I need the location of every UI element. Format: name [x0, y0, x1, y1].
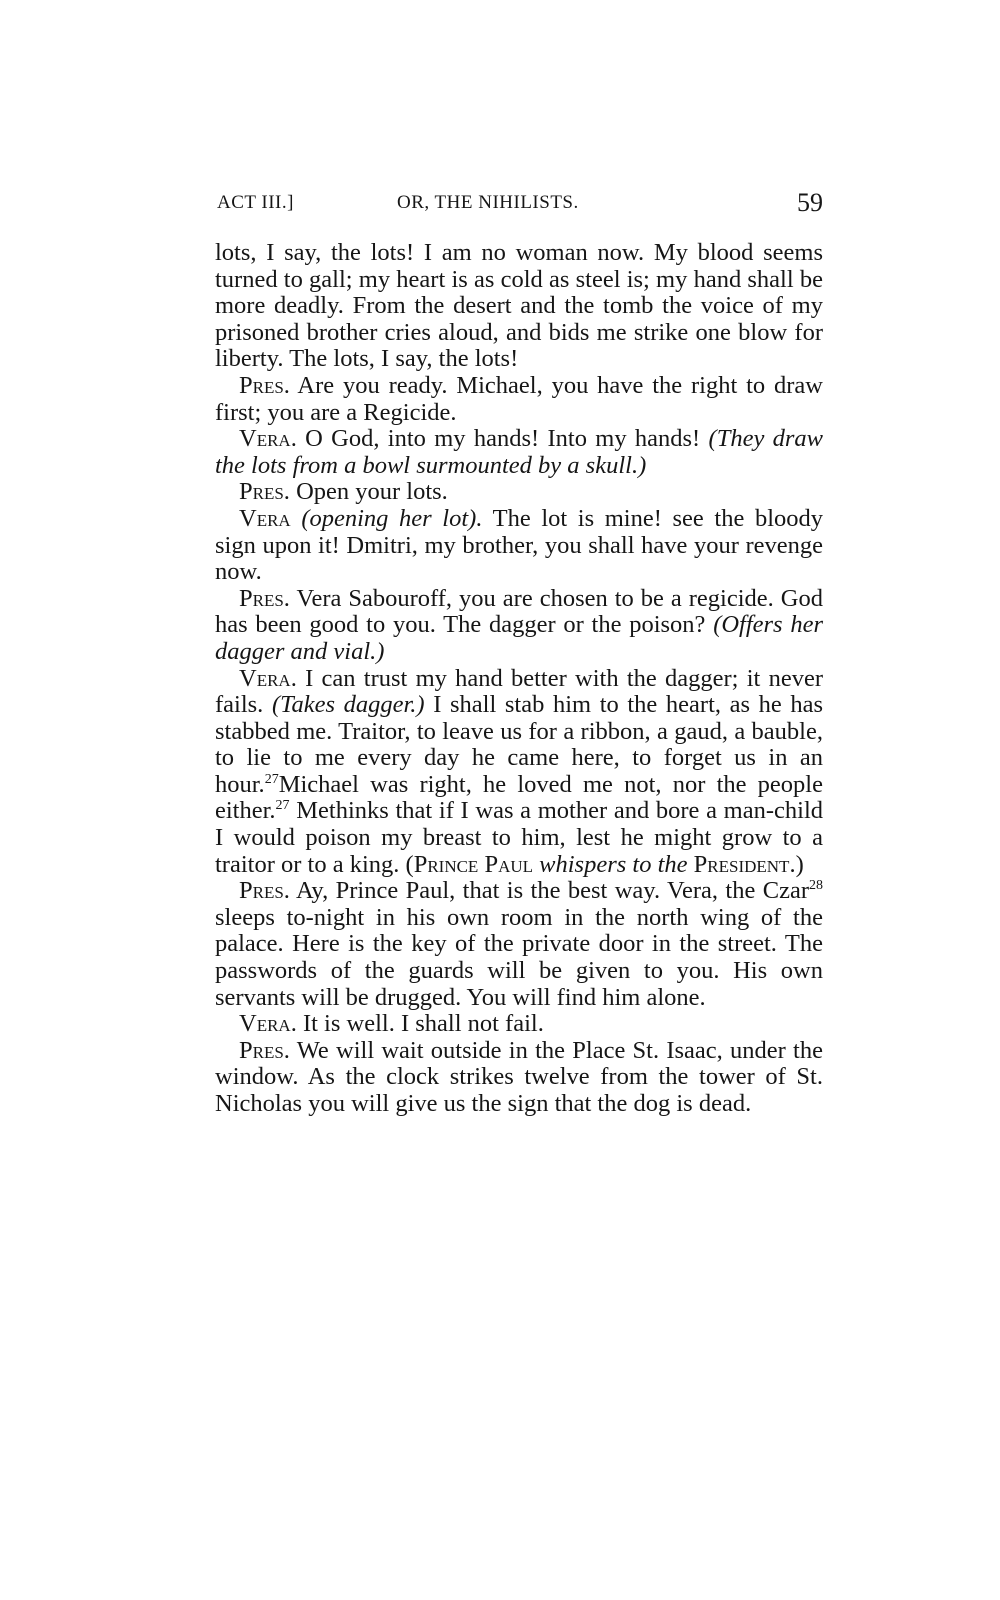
paragraph-text: We will wait outside in the Place St. Isaac, under the window. As the clock strikes twelve from the tower of St. Nicholas you will give us the sign that the dog is dead. — [215, 1036, 823, 1117]
paragraph-10 — [215, 1038, 823, 1118]
speaker-name: Vera — [239, 504, 291, 532]
paragraph-text: O God, into my hands! Into my hands! — [305, 425, 701, 453]
paragraph-text: Open your lots. — [296, 478, 448, 506]
paragraph-text: Michael was right, he loved me not, nor the people either. — [215, 770, 823, 825]
paragraph-text: It is well. I shall not fail. — [302, 1010, 544, 1038]
speaker-name: Pres. — [239, 584, 290, 612]
note-marker: 27 — [275, 798, 290, 814]
paragraph-text: The lot is mine! see the bloody sign upon it! Dmitri, my brother, you shall have your revenge now. — [215, 504, 824, 586]
paragraph-6 — [215, 586, 823, 666]
stage-direction: (opening her lot). — [301, 504, 483, 532]
note-marker: 28 — [809, 878, 823, 894]
paragraph-7 — [215, 666, 823, 879]
paragraph-3 — [215, 426, 823, 479]
paragraph-text: Methinks that if I was a mother and bore a man-child I would poison my breast to him, lest he might grow to a traitor or to a king. — [215, 797, 823, 878]
speaker-name: Vera. — [239, 1010, 297, 1038]
speaker-name: Pres. — [239, 478, 290, 506]
speaker-name: Vera. — [239, 664, 297, 692]
paragraph-8 — [215, 878, 823, 1011]
paragraph-text: I shall stab him to the heart, as he has stabbed me. Traitor, to leave us for a ribbon, a gaud, a bauble, to lie to me every day he came here, to forget us in an hour. — [215, 691, 824, 798]
note-marker: 27 — [264, 771, 279, 787]
stage-direction: (Offers her dagger and vial.) — [215, 611, 824, 665]
header-title: OR, THE NIHILISTS. — [397, 192, 579, 213]
speaker-name: Pres. — [239, 1036, 290, 1064]
speaker-name: Pres. — [239, 371, 290, 399]
header-act: ACT III.] — [217, 192, 294, 213]
paragraph-text: Vera Sabouroff, you are chosen to be a regicide. God has been good to you. The dagger or the poison? — [215, 584, 823, 639]
page-number: 59 — [797, 188, 823, 217]
paragraph-text: Are you ready. Michael, you have the right to draw first; you are a Regicide. — [215, 371, 823, 426]
paragraph-9 — [215, 1011, 823, 1038]
stage-direction: (Takes dagger.) — [271, 691, 425, 719]
paragraph-text: Ay, Prince Paul, that is the best way. Vera, the Czar — [295, 877, 809, 905]
page-body — [215, 240, 823, 1118]
paragraph-text: I can trust my hand better with the dagger; it never fails. — [215, 664, 824, 719]
speaker-name: Pres. — [239, 877, 290, 905]
paragraph-1 — [215, 240, 823, 373]
stage-direction: (They draw the lots from a bowl surmounted by a skull.) — [215, 425, 824, 479]
stage-direction: (Prince Paul whispers to the President.) — [405, 850, 804, 878]
paragraph-text: lots, I say, the lots! I am no woman now. My blood seems turned to gall; my heart is as cold as steel is; my hand shall be more deadly. From the desert and the tomb the voice of my prisoned brother cries aloud, and bids me strike one blow for liberty. The lots, I say, the lots! — [215, 239, 823, 373]
paragraph-text: sleeps to-night in his own room in the north wing of the palace. Here is the key of the private door in the street. The passwords of the guards will be given to you. His own servants will be drugged. You will find him alone. — [215, 903, 823, 1011]
running-header — [217, 188, 823, 228]
character-name: Prince Paul — [413, 850, 534, 878]
character-name: President — [693, 850, 790, 878]
speaker-name: Vera. — [239, 425, 297, 453]
paragraph-5 — [215, 506, 823, 586]
paragraph-2 — [215, 373, 823, 426]
paragraph-4 — [215, 479, 823, 506]
